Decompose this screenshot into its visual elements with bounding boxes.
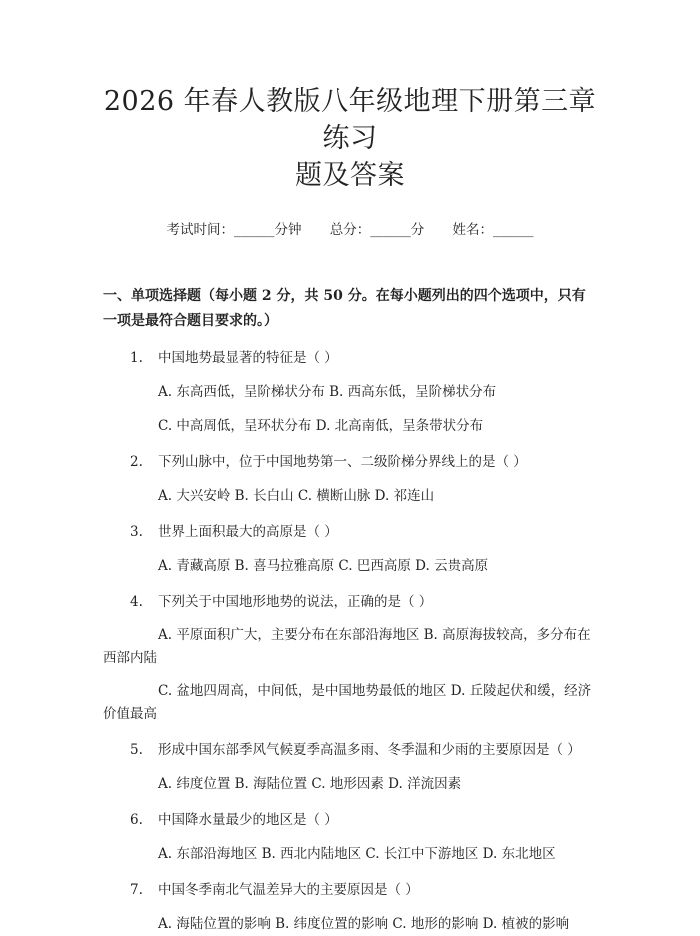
question-stem: 形成中国东部季风气候夏季高温多雨、冬季温和少雨的主要原因是（ ） (158, 742, 581, 758)
question-6-options: A. 东部沿海地区 B. 西北内陆地区 C. 长江中下游地区 D. 东北地区 (158, 846, 556, 862)
title-line-2: 题及答案 (295, 160, 405, 191)
question-1-options-line-2: C. 中高周低，呈环状分布 D. 北高南低，呈条带状分布 (158, 418, 484, 434)
question-stem: 世界上面积最大的高原是（ ） (158, 524, 338, 540)
question-7 (103, 878, 597, 902)
question-number: 6. (130, 812, 143, 828)
question-7-options: A. 海陆位置的影响 B. 纬度位置的影响 C. 地形的影响 D. 植被的影响 (158, 916, 570, 932)
total-score-field: 总分：______分 (329, 222, 425, 238)
question-stem: 下列山脉中，位于中国地势第一、二级阶梯分界线上的是（ ） (158, 454, 527, 470)
question-2 (103, 450, 597, 474)
question-number: 3. (130, 524, 143, 540)
question-1 (103, 346, 597, 370)
exam-info-line (103, 220, 597, 240)
question-3 (103, 520, 597, 544)
question-number: 5. (130, 742, 143, 758)
question-stem: 中国冬季南北气温差异大的主要原因是（ ） (158, 882, 419, 898)
question-2-options: A. 大兴安岭 B. 长白山 C. 横断山脉 D. 祁连山 (158, 488, 435, 504)
title-line-1: 2026 年春人教版八年级地理下册第三章练习 (103, 86, 597, 154)
question-stem: 中国降水量最少的地区是（ ） (158, 812, 338, 828)
question-number: 2. (130, 454, 143, 470)
question-number: 7. (130, 882, 143, 898)
exam-time-field: 考试时间：______分钟 (166, 222, 302, 238)
question-4 (103, 590, 597, 614)
question-4-options-line-2: C. 盆地四周高，中间低，是中国地势最低的地区 D. 丘陵起伏和缓，经济价值最高 (103, 683, 592, 722)
question-stem: 下列关于中国地形地势的说法，正确的是（ ） (158, 594, 433, 610)
question-1-options-line-1: A. 东高西低，呈阶梯状分布 B. 西高东低，呈阶梯状分布 (158, 384, 497, 400)
question-5 (103, 738, 597, 762)
question-number: 1. (130, 350, 143, 366)
question-3-options: A. 青藏高原 B. 喜马拉雅高原 C. 巴西高原 D. 云贵高原 (158, 558, 489, 574)
question-number: 4. (130, 594, 143, 610)
section-heading: 一、单项选择题（每小题 2 分，共 50 分。在每小题列出的四个选项中，只有一项是最符合题目要求的。） (103, 288, 586, 329)
question-stem: 中国地势最显著的特征是（ ） (158, 350, 338, 366)
question-5-options: A. 纬度位置 B. 海陆位置 C. 地形因素 D. 洋流因素 (158, 776, 462, 792)
name-field: 姓名：______ (452, 222, 534, 238)
question-6 (103, 808, 597, 832)
document-title (103, 0, 597, 194)
question-4-options-line-1: A. 平原面积广大，主要分布在东部沿海地区 B. 高原海拔较高，多分布在西部内陆 (103, 627, 591, 666)
